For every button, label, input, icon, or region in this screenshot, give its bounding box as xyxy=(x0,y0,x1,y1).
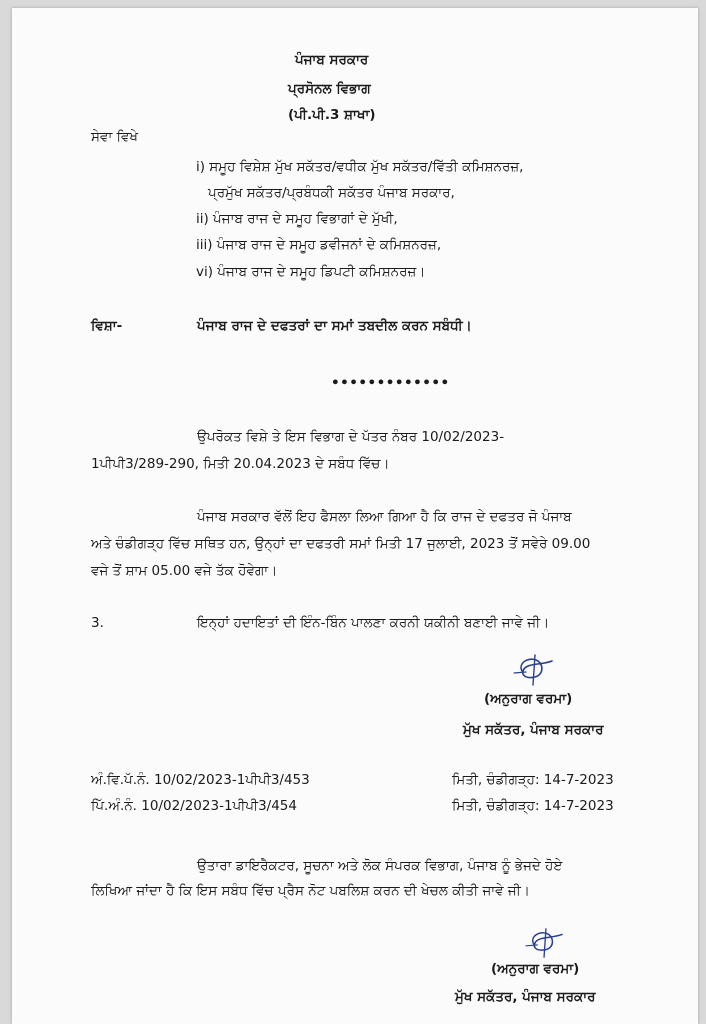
header-line-3: (ਪੀ.ਪੀ.3 ਸ਼ਾਖਾ) xyxy=(288,107,376,123)
addressee-item: ਪ੍ਰਮੁੱਖ ਸਕੱਤਰ/ਪ੍ਰਬੰਧਕੀ ਸਕੱਤਰ ਪੰਜਾਬ ਸਰਕਾਰ, xyxy=(208,185,455,201)
endorsement-date: ਮਿਤੀ, ਚੰਡੀਗੜ੍ਹ: 14-7-2023 xyxy=(452,798,614,814)
header-line-1: ਪੰਜਾਬ ਸਰਕਾਰ xyxy=(295,52,369,68)
signature-mark xyxy=(520,925,570,961)
endorsement-number: ਅੰ.ਵਿ.ਪੱ.ਨੰ. 10/02/2023-1ਪੀਪੀ3/453 xyxy=(91,772,310,788)
paragraph-2-line-3: ਵਜੇ ਤੋਂ ਸ਼ਾਮ 05.00 ਵਜੇ ਤੱਕ ਹੋਵੇਗਾ। xyxy=(91,563,278,579)
signatory-designation: ਮੁੱਖ ਸਕੱਤਰ, ਪੰਜਾਬ ਸਰਕਾਰ xyxy=(463,722,604,738)
document-page xyxy=(12,8,698,1024)
paragraph-2-line-2: ਅਤੇ ਚੰਡੀਗੜ੍ਹ ਵਿੱਚ ਸਥਿਤ ਹਨ, ਉਨ੍ਹਾਂ ਦਾ ਦਫਤਰੀ ਸਮਾਂ ਮਿਤੀ 17 ਜੁਲਾਈ, 2023 ਤੋਂ ਸਵੇਰੇ 09.00 xyxy=(91,536,591,552)
paragraph-3-text: ਇਨ੍ਹਾਂ ਹਦਾਇਤਾਂ ਦੀ ਇੰਨ-ਬਿੰਨ ਪਾਲਣਾ ਕਰਨੀ ਯਕੀਨੀ ਬਣਾਈ ਜਾਵੇ ਜੀ। xyxy=(197,615,550,631)
addressee-item: ii) ਪੰਜਾਬ ਰਾਜ ਦੇ ਸਮੂਹ ਵਿਭਾਗਾਂ ਦੇ ਮੁੱਖੀ, xyxy=(196,211,398,227)
addressee-item: vi) ਪੰਜਾਬ ਰਾਜ ਦੇ ਸਮੂਹ ਡਿਪਟੀ ਕਮਿਸ਼ਨਰਜ਼। xyxy=(196,264,426,280)
paragraph-1-line-2: 1ਪੀਪੀ3/289-290, ਮਿਤੀ 20.04.2023 ਦੇ ਸਬੰਧ ਵਿੱਚ। xyxy=(91,456,390,472)
subject-text: ਪੰਜਾਬ ਰਾਜ ਦੇ ਦਫਤਰਾਂ ਦਾ ਸਮਾਂ ਤਬਦੀਲ ਕਰਨ ਸਬੰਧੀ। xyxy=(197,318,472,334)
header-line-2: ਪ੍ਰਸੋਨਲ ਵਿਭਾਗ xyxy=(288,81,371,97)
endorsement-number: ਪਿੱ.ਅੰ.ਨੰ. 10/02/2023-1ਪੀਪੀ3/454 xyxy=(91,798,297,814)
addressee-item: iii) ਪੰਜਾਬ ਰਾਜ ਦੇ ਸਮੂਹ ਡਵੀਜਨਾਂ ਦੇ ਕਮਿਸ਼ਨਰਜ਼, xyxy=(196,237,442,253)
endorsement-date: ਮਿਤੀ, ਚੰਡੀਗੜ੍ਹ: 14-7-2023 xyxy=(452,772,614,788)
addressee-intro: ਸੇਵਾ ਵਿਖੇ xyxy=(91,129,138,145)
signatory-name: (ਅਨੁਰਾਗ ਵਰਮਾ) xyxy=(484,691,573,707)
signature-mark xyxy=(508,651,560,689)
paragraph-2-line-1: ਪੰਜਾਬ ਸਰਕਾਰ ਵੱਲੋਂ ਇਹ ਫੈਸਲਾ ਲਿਆ ਗਿਆ ਹੈ ਕਿ ਰਾਜ ਦੇ ਦਫਤਰ ਜੋ ਪੰਜਾਬ xyxy=(197,509,572,525)
paragraph-1-line-1: ਉਪਰੋਕਤ ਵਿਸ਼ੇ ਤੇ ਇਸ ਵਿਭਾਗ ਦੇ ਪੱਤਰ ਨੰਬਰ 10/02/2023- xyxy=(197,429,505,445)
copy-line-2: ਲਿਖਿਆ ਜਾਂਦਾ ਹੈ ਕਿ ਇਸ ਸਬੰਧ ਵਿੱਚ ਪ੍ਰੈਸ ਨੋਟ ਪਬਲਿਸ਼ ਕਰਨ ਦੀ ਖੇਚਲ ਕੀਤੀ ਜਾਵੇ ਜੀ। xyxy=(91,883,530,899)
subject-label: ਵਿਸ਼ਾ- xyxy=(91,318,123,334)
addressee-item: i) ਸਮੂਹ ਵਿਸ਼ੇਸ਼ ਮੁੱਖ ਸਕੱਤਰ/ਵਧੀਕ ਮੁੱਖ ਸਕੱਤਰ/ਵਿੱਤੀ ਕਮਿਸ਼ਨਰਜ਼, xyxy=(196,159,524,175)
separator-dots: ••••••••••••• xyxy=(331,375,450,391)
signatory-name: (ਅਨੁਰਾਗ ਵਰਮਾ) xyxy=(491,961,580,977)
signatory-designation: ਮੁੱਖ ਸਕੱਤਰ, ਪੰਜਾਬ ਸਰਕਾਰ xyxy=(455,989,596,1005)
copy-line-1: ਉਤਾਰਾ ਡਾਇਰੈਕਟਰ, ਸੂਚਨਾ ਅਤੇ ਲੋਕ ਸੰਪਰਕ ਵਿਭਾਗ, ਪੰਜਾਬ ਨੂੰ ਭੇਜਦੇ ਹੋਏ xyxy=(197,858,563,874)
paragraph-3-number: 3. xyxy=(91,615,104,631)
